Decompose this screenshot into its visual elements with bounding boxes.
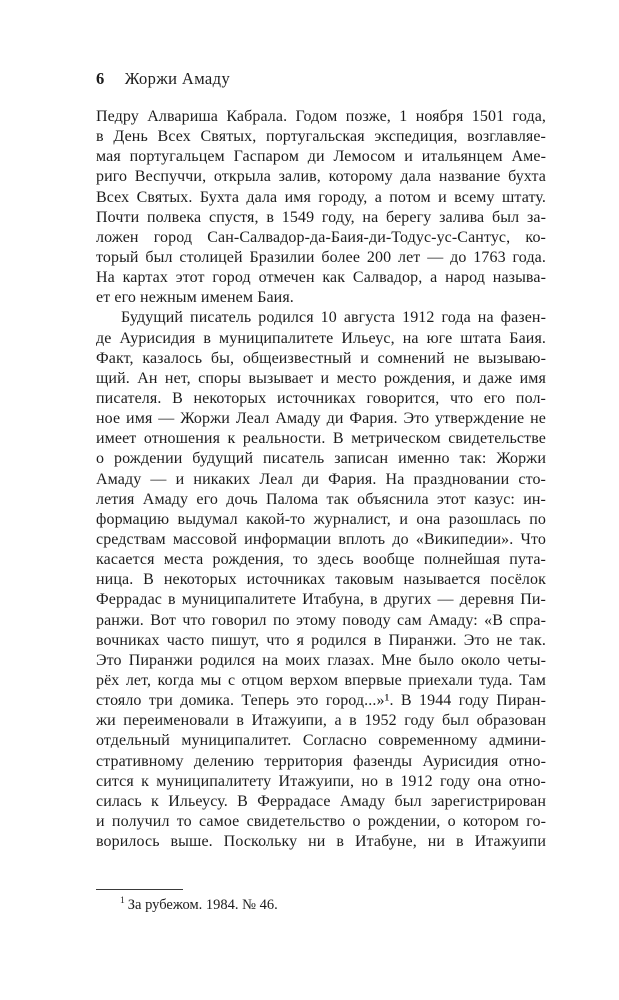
text-line: торый был столицей Бразилии более 200 лет — до 1763 года. [96,248,546,266]
text-line: На картах этот город отмечен как Салвадор, а народ называ- [96,269,546,287]
text-line: Амаду — и никаких Леал ди Фария. На праздновании сто- [96,470,546,488]
footnote-marker: 1 [120,896,125,907]
text-line: де Аурисидия в муниципалитете Ильеус, на юге штата Баия. [96,329,546,347]
text-line: Почти полвека спустя, в 1549 году, на берегу залива был за- [96,208,546,226]
text-line: ранжи. Вот что говорил по этому поводу сам Амаду: «В спра- [96,611,546,629]
text-line: формацию выдумал какой-то журналист, и она разошлась по [96,510,546,528]
text-line: Всех Святых. Бухта дала имя городу, а потом и всему штату. [96,188,546,206]
text-line: ворилось выше. Поскольку ни в Итабуне, ни в Итажуипи [96,833,546,851]
text-line: силась к Ильеусу. В Феррадасе Амаду был зарегистрирован [96,792,546,810]
text-line: касается места рождения, то здесь вообще полнейшая пута- [96,551,546,569]
text-line: писателя. В некоторых источниках говорится, что его пол- [96,389,546,407]
footnote-divider [96,889,183,890]
text-line: щий. Ан нет, споры вызывает и место рождения, и даже имя [96,369,546,387]
text-line: ное имя — Жоржи Леал Амаду ди Фария. Это утверждение не [96,410,546,428]
text-line: летия Амаду его дочь Палома так объяснила этот казус: ин- [96,490,546,508]
text-line: сится к муниципалитету Итажуипи, но в 1912 году она отно- [96,772,546,790]
running-title: Жоржи Амаду [124,69,231,88]
text-line: средствам массовой информации вплоть до «Википедии». Что [96,530,546,548]
text-line: жи переименовали в Итажуипи, а в 1952 году был образован [96,712,546,730]
text-line: Это Пиранжи родился на моих глазах. Мне было около четы- [96,651,546,669]
text-line: о рождении будущий писатель записан именно так: Жоржи [96,450,546,468]
text-line: вочниках часто пишут, что я родился в Пиранжи. Это не так. [96,631,546,649]
text-line: в День Всех Святых, португальская экспедиция, возглавляе- [96,128,546,146]
page-header [96,70,546,88]
text-line: стояло три домика. Теперь это город...»¹. В 1944 году Пиран- [96,692,546,710]
footnote [96,896,546,914]
body-text [96,107,546,852]
text-line: рёх лет, когда мы с отцом верхом впервые приехали туда. Там [96,671,546,689]
footnote-text: За рубежом. 1984. № 46. [127,897,278,913]
text-line: мая португальцем Гаспаром ди Лемосом и итальянцем Аме- [96,148,546,166]
text-line: отдельный муниципалитет. Согласно современному админи- [96,732,546,750]
page-number: 6 [96,69,105,88]
text-line: и получил то самое свидетельство о рождении, о котором го- [96,812,546,830]
text-line: ложен город Сан-Салвадор-да-Баия-ди-Тодус-ус-Сантус, ко- [96,228,546,246]
text-line: ница. В некоторых источниках таковым называется посёлок [96,571,546,589]
text-line: ет его нежным именем Баия. [96,289,294,307]
text-line: Феррадас в муниципалитете Итабуна, в других — деревня Пи- [96,591,546,609]
text-line: имеет отношения к реальности. В метрическом свидетельстве [96,430,546,448]
text-line: Факт, казалось бы, общеизвестный и сомнений не вызываю- [96,349,546,367]
text-line: Будущий писатель родился 10 августа 1912 года на фазен- [121,309,546,327]
footnote-section [96,889,546,914]
text-line: риго Веспуччи, открыла залив, которому дала название бухта [96,168,546,186]
text-line: Педру Алвариша Кабрала. Годом позже, 1 ноября 1501 года, [96,108,546,125]
text-line: стративному делению территория фазенды Аурисидия отно- [96,752,546,770]
